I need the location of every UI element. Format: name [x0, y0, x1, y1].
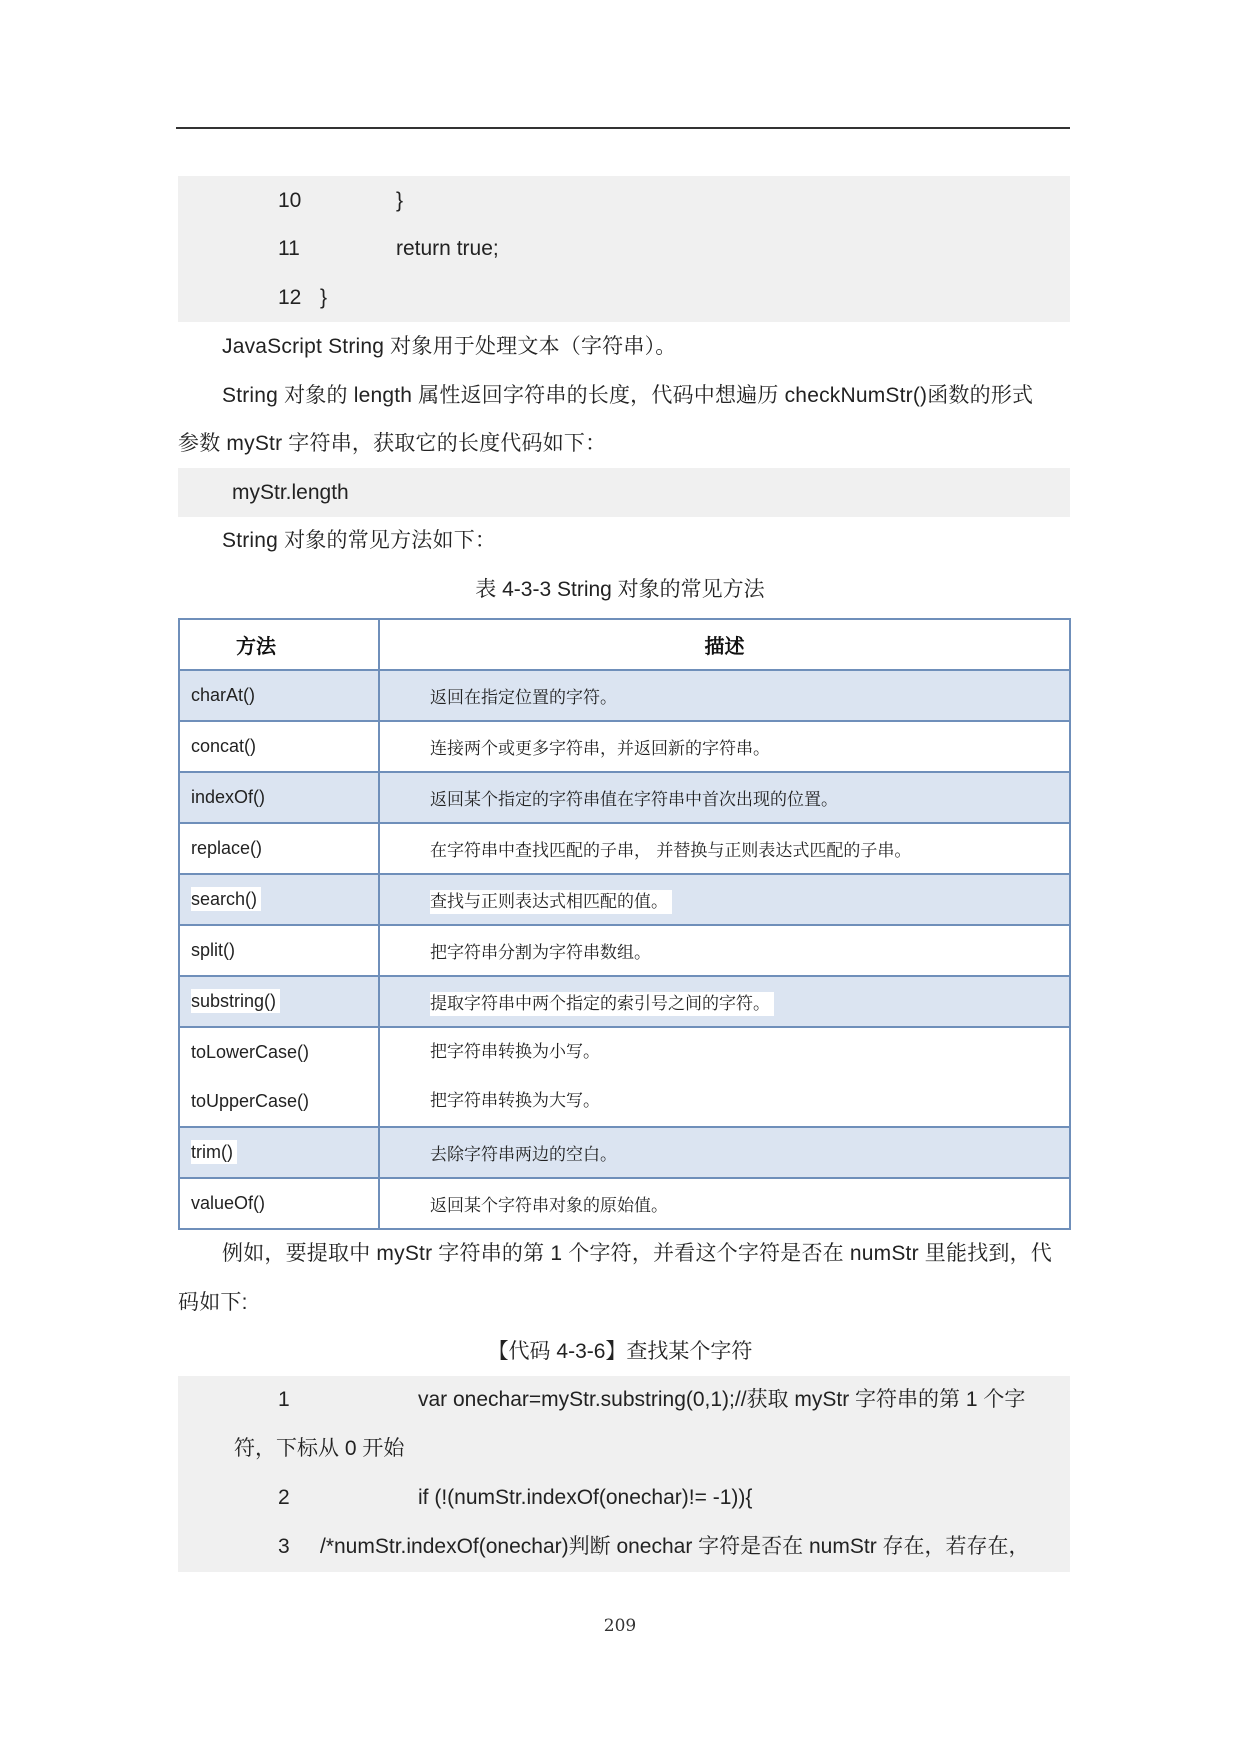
method-name: replace() [179, 823, 379, 874]
table-row [179, 1127, 1070, 1178]
code-caption: 【代码 4-3-6】查找某个字符 [487, 1340, 753, 1363]
paragraph-example-cont: 码如下: [178, 1291, 248, 1314]
method-description: 返回在指定位置的字符。 [379, 670, 1070, 721]
method-name-text: toLowerCase() [191, 1042, 310, 1062]
header-description: 描述 [379, 619, 1070, 670]
table-row [179, 976, 1070, 1027]
paragraph-methods-intro: String 对象的常见方法如下： [222, 529, 497, 552]
line-number: 10 [278, 189, 302, 212]
method-description-text: 查找与正则表达式相匹配的值。 [430, 890, 672, 914]
method-description-text: 提取字符串中两个指定的索引号之间的字符。 [430, 992, 774, 1016]
table-row [179, 1027, 1070, 1127]
code-text: return true; [396, 237, 499, 260]
method-name: split() [179, 925, 379, 976]
method-name-text: trim() [191, 1140, 237, 1164]
code-block-bottom [178, 1376, 1070, 1572]
table-row [179, 1178, 1070, 1229]
method-description: 返回某个指定的字符串值在字符串中首次出现的位置。 [379, 772, 1070, 823]
method-name: indexOf() [179, 772, 379, 823]
code-text: } [320, 286, 328, 309]
table-row [179, 925, 1070, 976]
method-description-text: 把字符串转换为大写。 [430, 1091, 600, 1111]
method-description: 在字符串中查找匹配的子串， 并替换与正则表达式匹配的子串。 [379, 823, 1070, 874]
method-name [179, 1127, 379, 1178]
method-name-text: substring() [191, 989, 280, 1013]
method-description [379, 1027, 1070, 1127]
method-name: concat() [179, 721, 379, 772]
paragraph-example: 例如，要提取中 myStr 字符串的第 1 个字符，并看这个字符是否在 numStr 里能找到，代 [222, 1242, 1052, 1265]
method-description-text: 把字符串转换为小写。 [430, 1042, 600, 1062]
method-name [179, 1027, 379, 1127]
table-row [179, 772, 1070, 823]
line-number: 2 [278, 1486, 290, 1509]
method-name-text: toUpperCase() [191, 1091, 310, 1111]
table-row [179, 874, 1070, 925]
page-number: 209 [603, 1616, 637, 1636]
table-row [179, 721, 1070, 772]
method-description [379, 976, 1070, 1027]
code-block-top [178, 176, 1070, 322]
line-number: 12 [278, 286, 302, 309]
table-caption: 表 4-3-3 String 对象的常见方法 [475, 578, 765, 601]
paragraph-length: String 对象的 length 属性返回字符串的长度，代码中想遍历 checkNumStr()函数的形式 [222, 384, 1034, 407]
code-text: /*numStr.indexOf(onechar)判断 onechar 字符是否在 numStr 存在，若存在， [320, 1535, 1030, 1558]
method-name [179, 874, 379, 925]
table-row [179, 823, 1070, 874]
table-row [179, 670, 1070, 721]
paragraph-intro: JavaScript String 对象用于处理文本（字符串）。 [222, 335, 677, 358]
code-snippet [178, 468, 1070, 517]
paragraph-length-cont: 参数 myStr 字符串，获取它的长度代码如下： [178, 432, 607, 455]
header-method: 方法 [179, 619, 379, 670]
method-description: 把字符串分割为字符串数组。 [379, 925, 1070, 976]
method-description: 连接两个或更多字符串，并返回新的字符串。 [379, 721, 1070, 772]
code-text: 符，下标从 0 开始 [234, 1437, 405, 1460]
method-description [379, 874, 1070, 925]
code-text: } [396, 189, 404, 212]
header-rule [176, 127, 1070, 129]
method-name: valueOf() [179, 1178, 379, 1229]
method-name [179, 976, 379, 1027]
methods-table [178, 618, 1071, 1230]
method-name: charAt() [179, 670, 379, 721]
line-number: 11 [278, 237, 300, 260]
method-description: 去除字符串两边的空白。 [379, 1127, 1070, 1178]
table-header-row [179, 619, 1070, 670]
method-description: 返回某个字符串对象的原始值。 [379, 1178, 1070, 1229]
method-name-text: search() [191, 887, 261, 911]
code-text: var onechar=myStr.substring(0,1);//获取 myStr 字符串的第 1 个字 [418, 1388, 1026, 1411]
line-number: 1 [278, 1388, 290, 1411]
code-text: myStr.length [232, 481, 349, 504]
line-number: 3 [278, 1535, 290, 1558]
code-text: if (!(numStr.indexOf(onechar)!= -1)){ [418, 1486, 753, 1509]
